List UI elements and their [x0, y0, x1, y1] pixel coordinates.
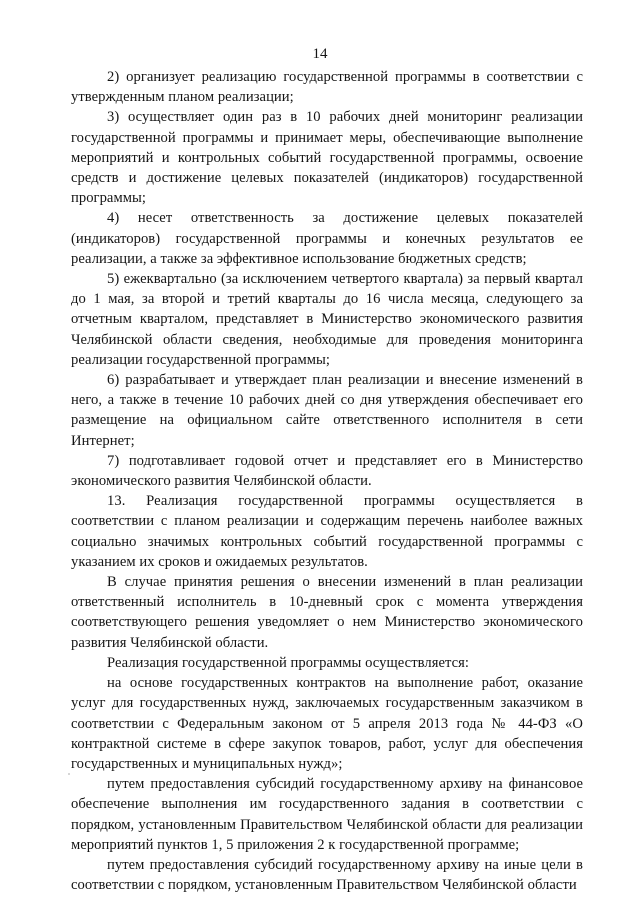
scan-speck [68, 773, 70, 775]
paragraph-item-7: 7) подготавливает годовой отчет и представляет его в Министерство экономического развития Челябинской области. [71, 452, 583, 490]
document-body [71, 67, 583, 895]
paragraph-section-13: 13. Реализация государственной программы осуществляется в соответствии с планом реализации и содержащим перечень наиболее важных социально значимых контрольных событий государственной программы с указанием их сроков и ожидаемых результатов. [71, 493, 583, 570]
paragraph-subsidies-other: путем предоставления субсидий государственному архиву на иные цели в соответствии с порядком, установленным Правительством Челябинской области [71, 856, 583, 894]
paragraph-item-2: 2) организует реализацию государственной программы в соответствии с утвержденным планом реализации; [71, 69, 583, 106]
paragraph-item-5: 5) ежеквартально (за исключением четвертого квартала) за первый квартал до 1 мая, за второй и третий кварталы до 16 числа месяца, следующего за отчетным кварталом, представляет в Министерство экономического развития Челябинской области сведения, необходимые для проведения мониторинга реализации государственной программы; [71, 271, 583, 368]
page-number: 14 [312, 46, 328, 62]
paragraph-state-contracts: на основе государственных контрактов на выполнение работ, оказание услуг для государственных нужд, заключаемых государственным заказчиком в соответствии с Федеральным законом от 5 апреля 2013 года № 44-ФЗ «О контрактной системе в сфере закупок товаров, работ, услуг для обеспечения государственных и муниципальных нужд»; [71, 675, 583, 772]
paragraph-implementation-intro: Реализация государственной программы осуществляется: [107, 654, 469, 671]
paragraph-subsidies-state-task: путем предоставления субсидий государственному архиву на финансовое обеспечение выполнения им государственного задания в соответствии с порядком, установленным Правительством Челябинской области для реализации мероприятий пунктов 1, 5 приложения 2 к государственной программе; [71, 776, 583, 853]
paragraph-item-6: 6) разрабатывает и утверждает план реализации и внесение изменений в него, а также в течение 10 рабочих дней со дня утверждения обеспечивает его размещение на официальном сайте ответственного исполнителя в сети Интернет; [71, 372, 583, 449]
paragraph-item-3: 3) осуществляет один раз в 10 рабочих дней мониторинг реализации государственной программы и принимает меры, обеспечивающие выполнение мероприятий и контрольных событий государственной программы, освоение средств и достижение целевых показателей (индикаторов) государственной программы; [71, 109, 583, 207]
paragraph-plan-changes: В случае принятия решения о внесении изменений в план реализации ответственный исполнитель в 10-дневный срок с момента утверждения соответствующего решения уведомляет о нем Министерство экономического развития Челябинской области. [71, 574, 583, 651]
paragraph-item-4: 4) несет ответственность за достижение целевых показателей (индикаторов) государственной программы и конечных результатов ее реализации, а также за эффективное использование бюджетных средств; [71, 210, 583, 267]
